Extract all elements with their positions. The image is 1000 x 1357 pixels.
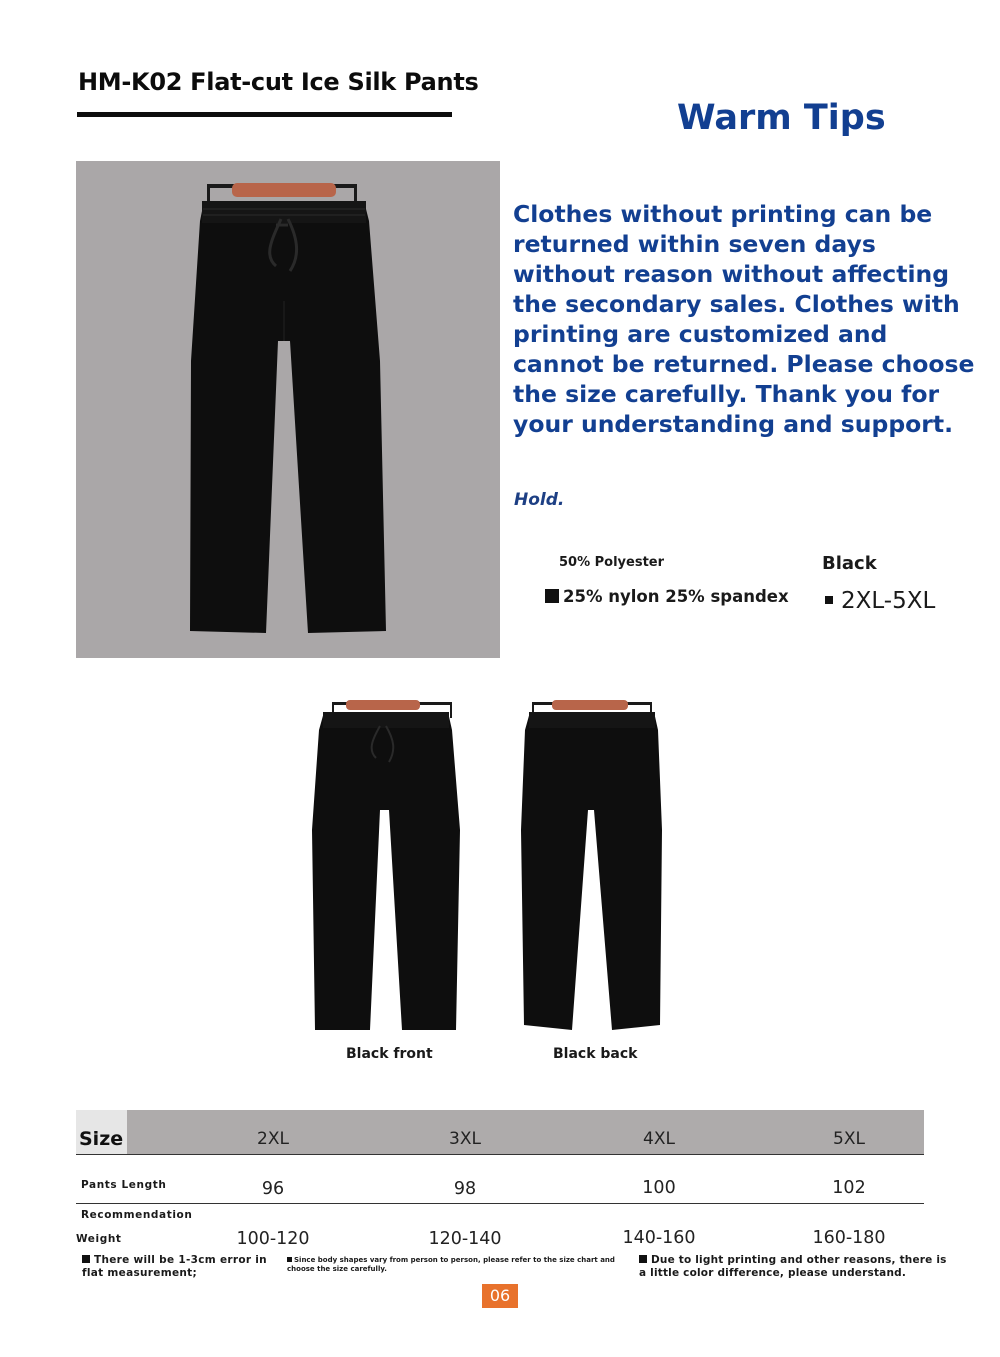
size-4xl: 4XL — [643, 1129, 675, 1149]
page-number-badge: 06 — [482, 1284, 518, 1308]
weight-row — [76, 1203, 924, 1252]
size-2xl: 2XL — [257, 1129, 289, 1149]
table-cell: 120-140 — [428, 1229, 502, 1249]
back-view-image — [512, 690, 672, 1040]
table-cell: 140-160 — [622, 1228, 696, 1248]
main-product-photo — [76, 161, 500, 658]
bullet-square-icon — [545, 589, 559, 603]
table-cell: 102 — [832, 1178, 866, 1198]
title-underline — [77, 112, 452, 117]
table-cell: 98 — [453, 1179, 477, 1199]
warm-tips-text: Clothes without printing can be returned within seven days without reason without affecting the secondary sales. Clothes with printing are customized and cannot be returned. Please choose the size carefully. Thank you for your understanding and support. — [513, 200, 975, 438]
table-cell: 100 — [642, 1178, 676, 1198]
note-body-shapes-text: Since body shapes vary from person to person, please refer to the size chart and choose the size carefully. — [287, 1256, 615, 1273]
pants-length-label: Pants Length — [81, 1179, 167, 1191]
pants-back-thumbnail — [512, 690, 672, 1040]
note-color-difference-text: Due to light printing and other reasons, there is a little color difference, please understand. — [639, 1254, 947, 1279]
material-polyester: 50% Polyester — [559, 555, 665, 570]
bullet-square-icon — [287, 1257, 292, 1262]
size-table-header — [76, 1110, 924, 1154]
note-color-difference — [639, 1254, 949, 1280]
size-range-text: 2XL-5XL — [841, 588, 936, 614]
pants-front-image — [76, 161, 500, 658]
bullet-square-icon — [82, 1255, 90, 1263]
weight-label: Weight — [76, 1233, 122, 1245]
note-measurement-error — [82, 1254, 287, 1280]
product-title: HM-K02 Flat-cut Ice Silk Pants — [78, 68, 479, 96]
size-table — [76, 1110, 924, 1252]
note-body-shapes — [287, 1256, 617, 1274]
warm-tips-title: Warm Tips — [677, 98, 886, 138]
material-nylon-spandex-text: 25% nylon 25% spandex — [563, 587, 789, 606]
size-range — [825, 588, 935, 614]
color-label: Black — [822, 553, 877, 574]
recommendation-label: Recommendation — [81, 1209, 193, 1221]
table-cell: 96 — [261, 1179, 285, 1199]
table-cell: 100-120 — [236, 1229, 310, 1249]
front-view-image — [306, 690, 466, 1040]
footer-notes — [76, 1254, 946, 1284]
back-caption: Black back — [553, 1046, 638, 1062]
note-measurement-error-text: There will be 1-3cm error in flat measurement; — [82, 1254, 267, 1279]
bullet-square-icon — [825, 596, 833, 604]
material-nylon-spandex — [545, 587, 789, 606]
bullet-square-icon — [639, 1255, 647, 1263]
front-caption: Black front — [346, 1046, 433, 1062]
size-3xl: 3XL — [449, 1129, 481, 1149]
size-header-label: Size — [76, 1110, 127, 1154]
pants-length-row — [76, 1154, 924, 1203]
pants-front-thumbnail — [306, 690, 466, 1040]
size-5xl: 5XL — [833, 1129, 865, 1149]
hold-label: Hold. — [514, 490, 565, 510]
table-cell: 160-180 — [812, 1228, 886, 1248]
